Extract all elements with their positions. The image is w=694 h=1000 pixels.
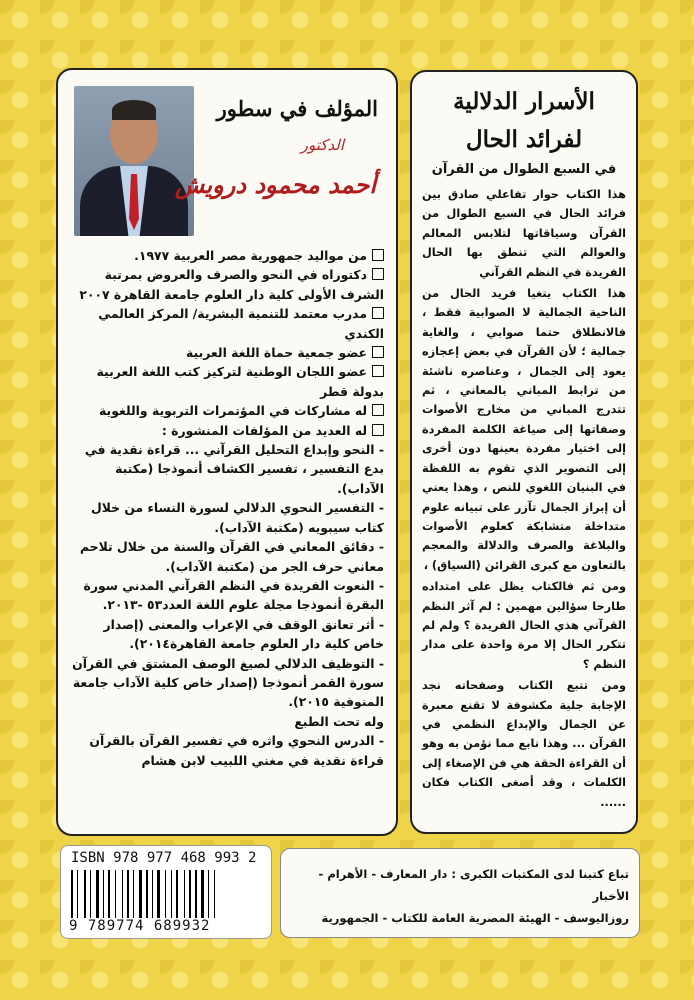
- description-paragraph: ومن تتبع الكتاب وصفحاته نجد الإجابة جلية مكشوفة لا تقنع معبرة عن الجمال والإبداع النظمي في القرآن ... وهذا نابع مما نؤمن به وهو أن القراءة الحقة هي فن الإصغاء إلى الكلمات ، وقد أصغى الكتاب فكان ......: [422, 679, 626, 809]
- barcode-number: 9 789774 689932: [69, 918, 211, 934]
- checkbox-icon: [372, 268, 384, 280]
- author-heading: المؤلف في سطور: [216, 96, 378, 121]
- author-photo: [74, 86, 194, 236]
- book-subtitle: في السبع الطوال من القرآن: [431, 162, 617, 177]
- barcode-box: [60, 845, 272, 939]
- author-panel: [56, 68, 398, 836]
- book-description: [422, 185, 626, 812]
- description-paragraph: ومن ثم فالكتاب يظل على امتداده طارحا سؤالين مهمين : لم آثر النظم القرآني هذي الحال الفريدة ؟ ولم لم تتكرر الحال إلا مرة واحدة على مدار النظم ؟: [422, 580, 626, 671]
- bio-item: له العديد من المؤلفات المنشورة :: [70, 421, 384, 440]
- checkbox-icon: [372, 346, 384, 358]
- author-title: الدكتور: [300, 136, 344, 154]
- checkbox-icon: [372, 424, 384, 436]
- book-title-line2: لفرائد الحال: [465, 126, 583, 153]
- bio-item: مدرب معتمد للتنمية البشرية/ المركز العالمي الكندي: [98, 306, 384, 341]
- forthcoming-heading: وله تحت الطبع: [294, 713, 384, 729]
- checkbox-icon: [372, 249, 384, 261]
- author-name: أحمد محمود درويش: [174, 170, 376, 199]
- distribution-box: [280, 848, 640, 938]
- bio-item: عضو اللجان الوطنية لتركيز كتب اللغة العربية بدولة قطر: [96, 364, 384, 399]
- isbn-text: ISBN 978 977 468 993 2: [71, 850, 257, 866]
- distribution-line: تباع كتبنا لدى المكتبات الكبرى : دار المعارف - الأهرام - الأخبار: [318, 867, 629, 903]
- publication-item: - أثر تعانق الوقف في الإعراب والمعنى (إصدار خاص كلية دار العلوم جامعة القاهرة٢٠١٤).: [103, 616, 384, 652]
- book-title-line1: الأسرار الدلالية: [453, 88, 595, 115]
- distribution-line: روزاليوسف - الهيئة المصرية العامة للكتاب - الجمهورية: [321, 911, 629, 925]
- checkbox-icon: [372, 307, 384, 319]
- publication-item: - دقائق المعاني في القرآن والسنة من خلال تلاحم معاني حرف الجر من (مكتبة الآداب).: [79, 539, 384, 574]
- description-paragraph: هذا الكتاب يتغيا فريد الحال من الناحية الجمالية لا الصوابية فقط ، فالانطلاق حتما صوابي ، والغاية جمالية ؛ لأن القرآن في بعض إعجازه يعود إلى الجمال ، وعناصره ناشئة من ترابط المباني بالمعاني ، ثم تتدرج المباني من مخارج الأصوات وصفاتها إلى صياغة الكلمة المفردة إلى اختيار مفردة بعينها دون أخرى إلى التصوير الذي تقوم به اللفظة في البنيان اللغوي للنص ، وهذا يعني أن إبراز الجمال تآزر على تبيانه علوم متداخلة متشابكة كعلوم الأصوات والبلاغة والصرف والدلالة والمعجم بالتعاون مع كبرى القرائن (السياق) ،: [422, 287, 626, 572]
- author-bio-list: [70, 246, 384, 440]
- bio-item: من مواليد جمهورية مصر العربية ١٩٧٧.: [70, 246, 384, 265]
- publications-list: [70, 440, 384, 770]
- checkbox-icon: [372, 365, 384, 377]
- publication-item: - النحو وإبداع التحليل القرآني ... قراءة نقدية في بدع التفسير ، تفسير الكشاف أنموذجا (مكتبة الآداب).: [84, 442, 384, 496]
- publication-item: - التفسير النحوي الدلالي لسورة النساء من خلال كتاب سيبويه (مكتبة الآداب).: [90, 500, 384, 535]
- publication-item: - الدرس النحوي واثره في تفسير القرآن بالقرآن قراءة نقدية في مغني اللبيب لابن هشام: [89, 733, 384, 768]
- book-panel: [410, 70, 638, 834]
- publication-item: - النعوت الفريدة في النظم القرآني المدني سورة البقرة أنموذجا مجلة علوم اللغة العدد٥٣ -٢٠١٣.: [83, 577, 384, 613]
- description-paragraph: هذا الكتاب حوار تفاعلي صادق بين فرائد الحال في السبع الطوال من القرآن وسياقاتها لتلابس المعالم والعوالم التي تنطق بها الحال الفريدة في النظم القرآني: [422, 188, 626, 279]
- barcode-bars: [71, 870, 261, 918]
- bio-item: له مشاركات في المؤتمرات التربوية واللغوية: [70, 401, 384, 420]
- author-header: [70, 78, 384, 246]
- checkbox-icon: [372, 404, 384, 416]
- bio-item: عضو جمعية حماة اللغة العربية: [70, 343, 384, 362]
- publication-item: - التوظيف الدلالي لصيغ الوصف المشتق في القرآن سورة القمر أنموذجا (إصدار خاص كلية الآداب جامعة المنوفية ٢٠١٥).: [72, 655, 384, 710]
- bio-item: دكتوراه في النحو والصرف والعروض بمرتبة الشرف الأولى كلية دار العلوم جامعة القاهرة ٢٠٠٧: [79, 267, 384, 302]
